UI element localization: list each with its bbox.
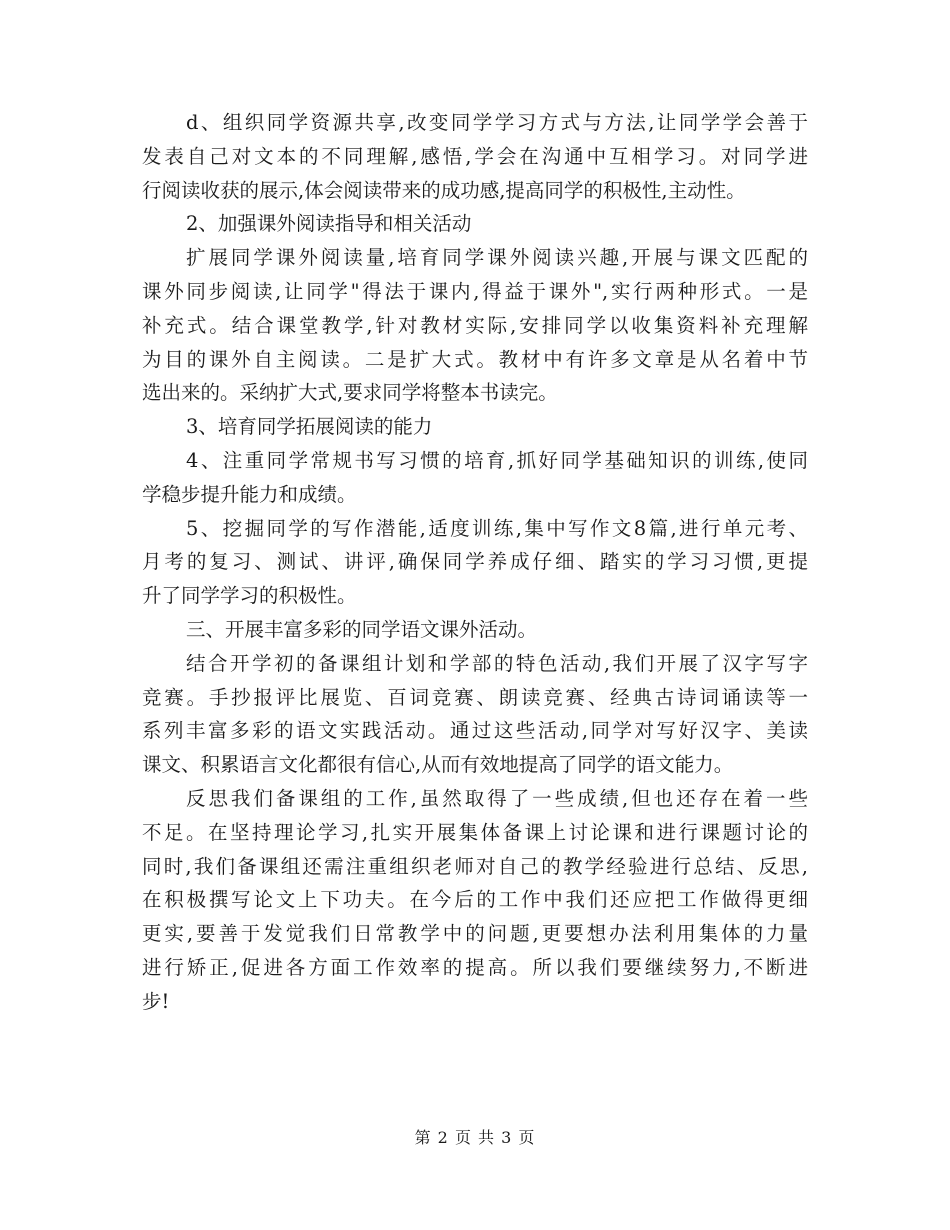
text-line: 为目的课外自主阅读。二是扩大式。教材中有许多文章是从名着中节 [142, 347, 808, 371]
text-line: 学稳步提升能力和成绩。 [142, 482, 357, 506]
text-line: 结合开学初的备课组计划和学部的特色活动,我们开展了汉字写字 [186, 651, 808, 675]
text-line: d、组织同学资源共享,改变同学学习方式与方法,让同学学会善于 [186, 111, 808, 134]
text-line: 三、开展丰富多彩的同学语文课外活动。 [186, 617, 538, 641]
text-line: 更实,要善于发觉我们日常教学中的问题,更要想办法利用集体的力量 [142, 922, 808, 946]
text-line: 月考的复习、测试、讲评,确保同学养成仔细、踏实的学习习惯,更提 [142, 550, 808, 574]
text-line: 在积极撰写论文上下功夫。在今后的工作中我们还应把工作做得更细 [142, 888, 808, 912]
text-line: 反思我们备课组的工作,虽然取得了一些成绩,但也还存在着一些 [186, 786, 808, 810]
text-line: 2、加强课外阅读指导和相关活动 [186, 212, 472, 236]
text-line: 3、培育同学拓展阅读的能力 [186, 415, 433, 439]
text-line: 发表自己对文本的不同理解,感悟,学会在沟通中互相学习。对同学进 [142, 144, 808, 168]
page-number-footer: 第 2 页 共 3 页 [414, 1128, 536, 1147]
document-body [142, 106, 808, 1019]
text-line: 升了同学学习的积极性。 [142, 584, 357, 608]
text-line: 选出来的。采纳扩大式,要求同学将整本书读完。 [142, 381, 558, 405]
text-line: 课外同步阅读,让同学"得法于课内,得益于课外",实行两种形式。一是 [142, 279, 808, 303]
text-line: 扩展同学课外阅读量,培育同学课外阅读兴趣,开展与课文匹配的 [186, 246, 808, 270]
text-line: 竞赛。手抄报评比展览、百词竞赛、朗读竞赛、经典古诗词诵读等一 [142, 685, 808, 709]
text-line: 同时,我们备课组还需注重组织老师对自己的教学经验进行总结、反思, [142, 854, 808, 878]
text-line: 4、注重同学常规书写习惯的培育,抓好同学基础知识的训练,使同 [186, 448, 808, 472]
text-line: 行阅读收获的展示,体会阅读带来的成功感,提高同学的积极性,主动性。 [142, 178, 746, 202]
text-line: 进行矫正,促进各方面工作效率的提高。所以我们要继续努力,不断进 [142, 955, 808, 979]
text-line: 课文、积累语言文化都很有信心,从而有效地提高了同学的语文能力。 [142, 753, 734, 777]
text-line: 系列丰富多彩的语文实践活动。通过这些活动,同学对写好汉字、美读 [142, 719, 808, 743]
text-line: 5、挖掘同学的写作潜能,适度训练,集中写作文8篇,进行单元考、 [186, 516, 808, 540]
text-line: 不足。在坚持理论学习,扎实开展集体备课上讨论课和进行课题讨论的 [142, 820, 808, 844]
text-line: 补充式。结合课堂教学,针对教材实际,安排同学以收集资料补充理解 [142, 313, 808, 337]
text-line: 步! [142, 989, 170, 1013]
